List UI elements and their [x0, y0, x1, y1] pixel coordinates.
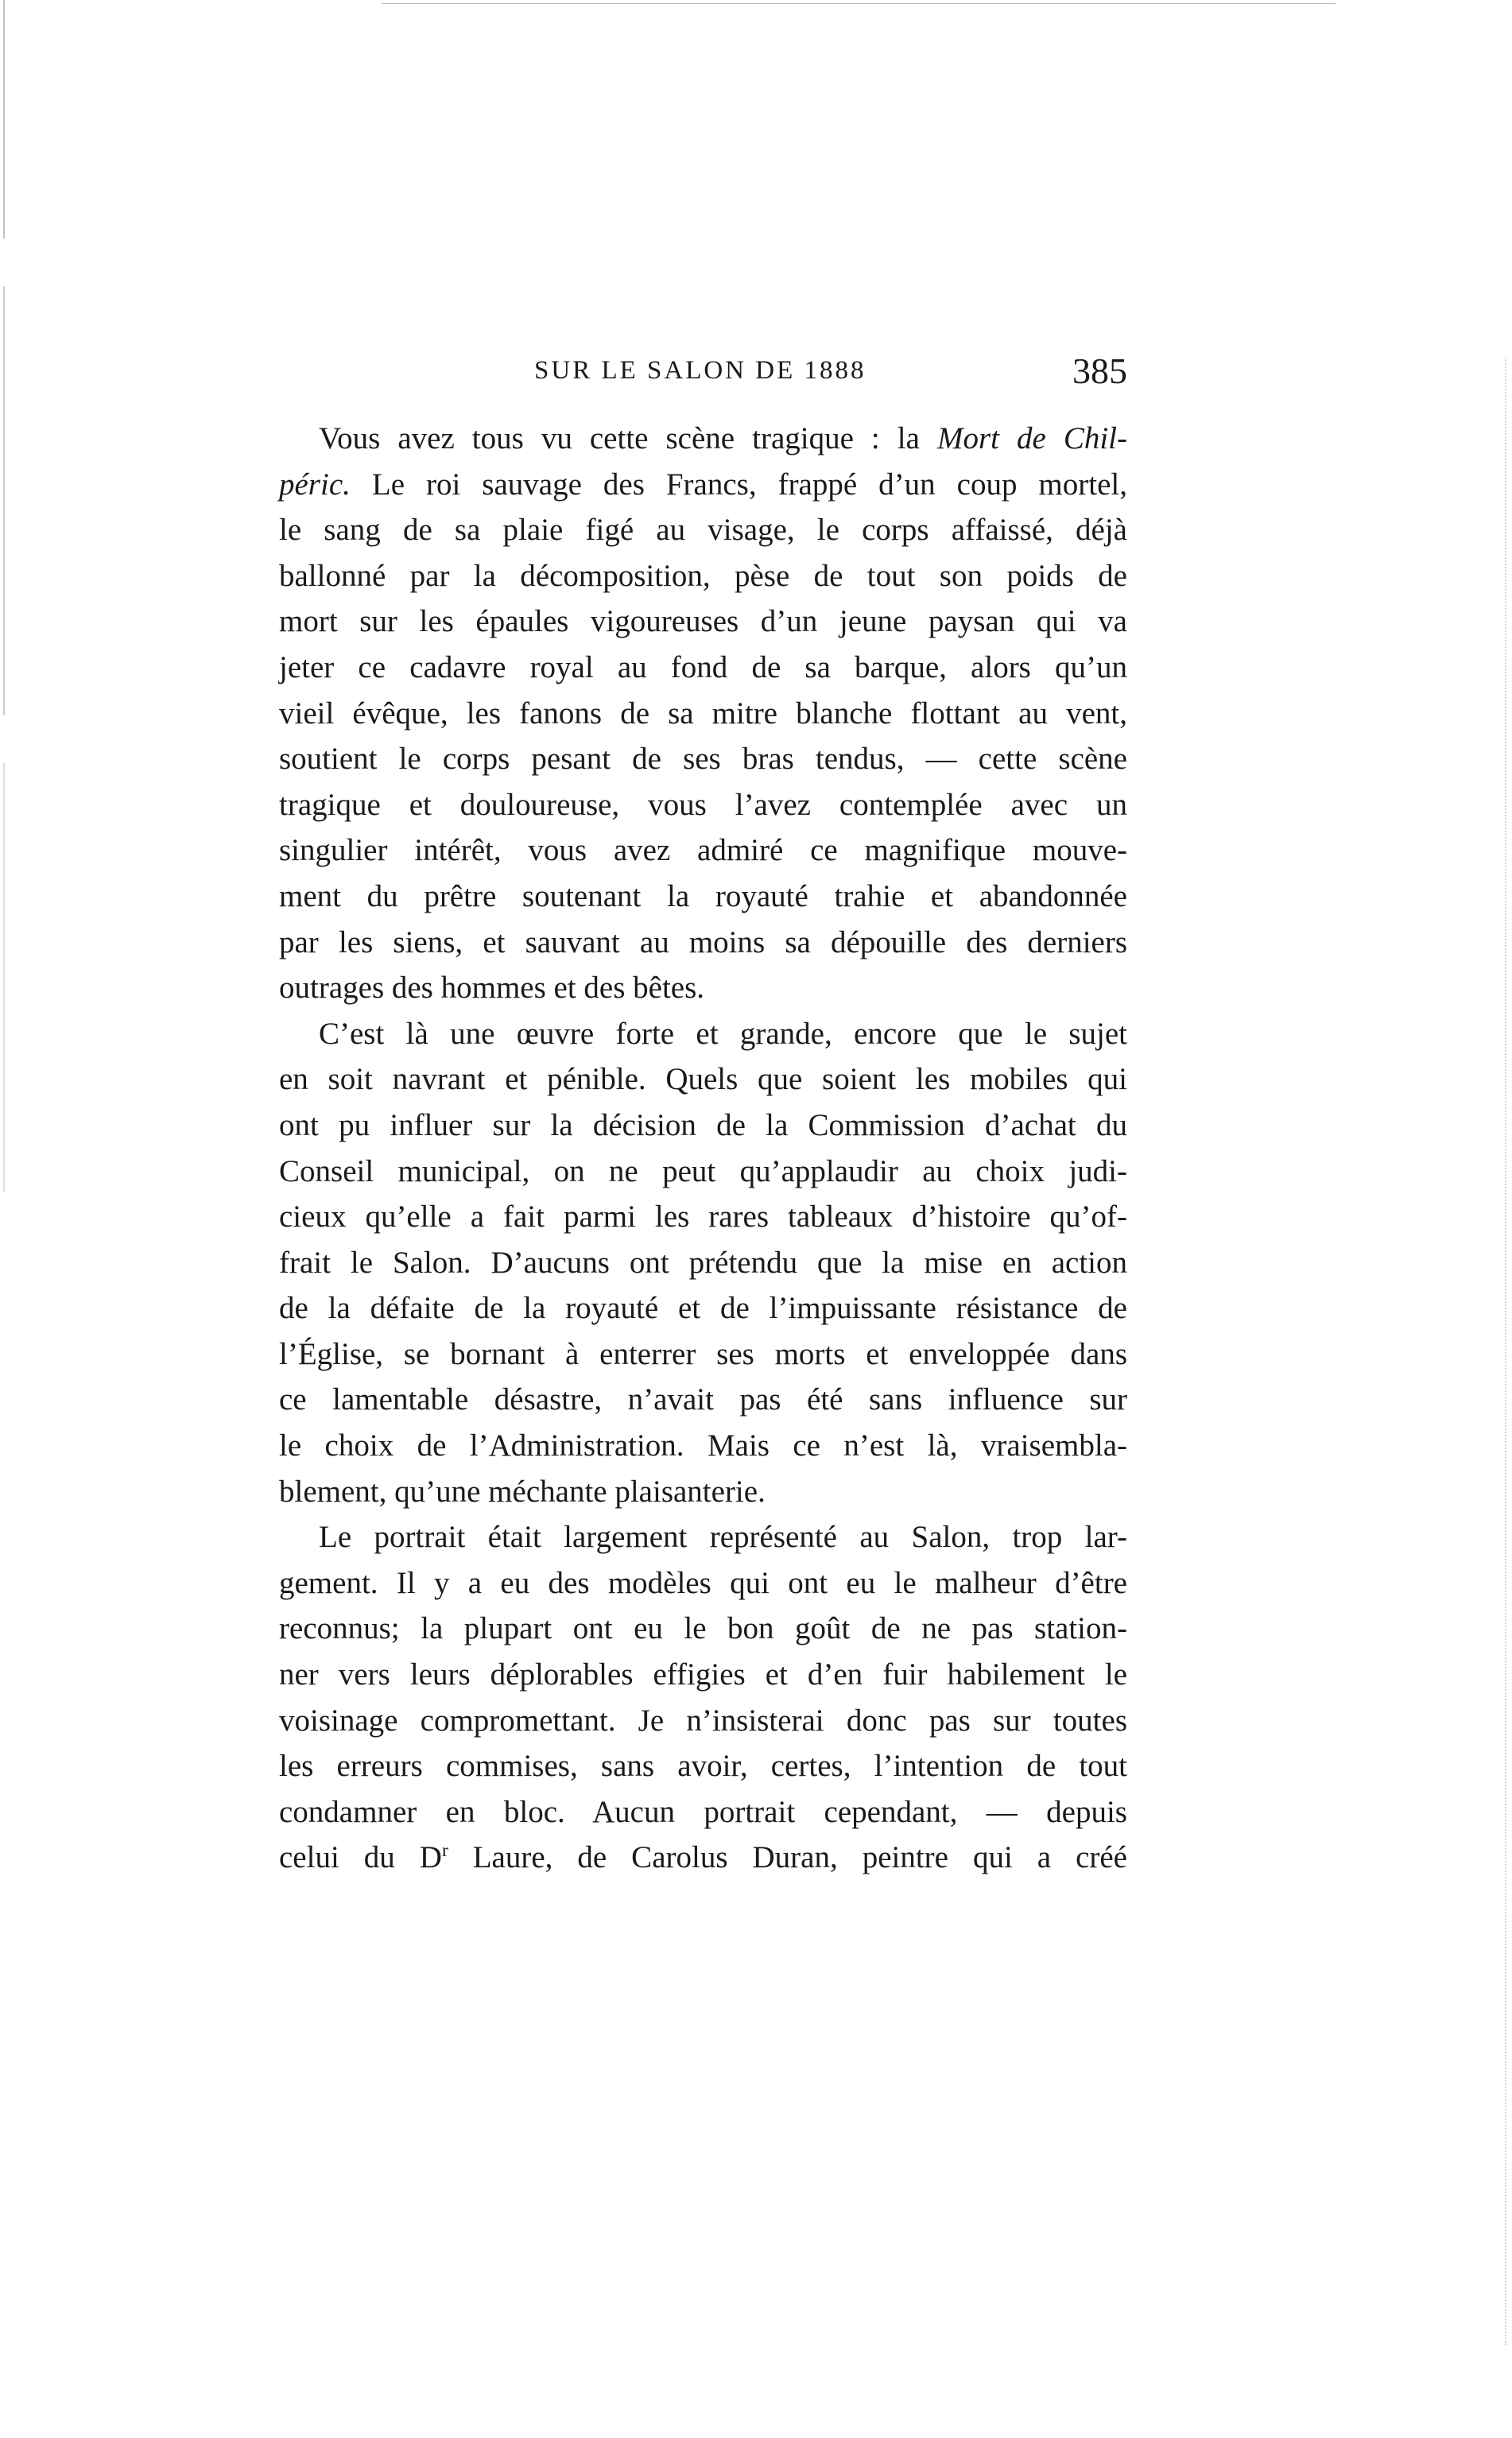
text-segment: reconnus; la plupart ont eu le bon goût de ne pas station-	[279, 1611, 1127, 1646]
page-number: 385	[1072, 351, 1127, 391]
text-segment: en soit navrant et pénible. Quels que soient les mobiles qui	[279, 1062, 1127, 1097]
text-segment: le choix de l’Administration. Mais ce n’est là, vraisembla-	[279, 1428, 1127, 1463]
scan-edge-top	[382, 3, 1336, 4]
text-segment: mort sur les épaules vigoureuses d’un jeune paysan qui va	[279, 604, 1127, 639]
text-line	[279, 1835, 1127, 1881]
text-segment: ballonné par la décomposition, pèse de tout son poids de	[279, 558, 1127, 593]
text-segment: de la défaite de la royauté et de l’impuissante résistance de	[279, 1291, 1127, 1326]
text-segment: ner vers leurs déplorables effigies et d’en fuir habilement le	[279, 1657, 1127, 1692]
text-segment: singulier intérêt, vous avez admiré ce magnifique mouve-	[279, 833, 1127, 868]
text-line	[279, 645, 1127, 691]
text-line	[279, 1240, 1127, 1286]
text-line	[279, 1789, 1127, 1835]
superscript: r	[441, 1840, 448, 1862]
italic-title: péric.	[279, 467, 351, 502]
text-segment: jeter ce cadavre royal au fond de sa barque, alors qu’un	[279, 649, 1127, 684]
text-line	[279, 1606, 1127, 1652]
text-segment: voisinage compromettant. Je n’insisterai donc pas sur toutes	[279, 1703, 1127, 1738]
text-line	[279, 1103, 1127, 1149]
text-segment: cieux qu’elle a fait parmi les rares tableaux d’histoire qu’of-	[279, 1200, 1127, 1235]
text-line	[279, 553, 1127, 599]
text-segment: les erreurs commises, sans avoir, certes, l’intention de tout	[279, 1749, 1127, 1784]
text-segment: C’est là une œuvre forte et grande, encore que le sujet	[319, 1016, 1127, 1051]
text-segment: Laure, de Carolus Duran, peintre qui a créé	[448, 1840, 1127, 1875]
text-line	[279, 1011, 1127, 1057]
running-head-title: SUR LE SALON DE 1888	[534, 356, 866, 385]
text-line	[279, 874, 1127, 920]
text-line	[279, 416, 1127, 462]
text-line	[279, 1469, 1127, 1515]
text-line	[279, 1285, 1127, 1331]
text-segment: condamner en bloc. Aucun portrait cependant, — depuis	[279, 1794, 1127, 1829]
text-segment: vieil évêque, les fanons de sa mitre blanche flottant au vent,	[279, 696, 1127, 731]
text-segment: blement, qu’une méchante plaisanterie.	[279, 1474, 766, 1509]
text-segment: outrages des hommes et des bêtes.	[279, 971, 705, 1006]
text-line	[279, 1698, 1127, 1744]
text-line	[279, 1743, 1127, 1789]
body-text	[279, 416, 1127, 1881]
text-segment: soutient le corps pesant de ses bras tendus, — cette scène	[279, 742, 1127, 777]
text-line	[279, 1423, 1127, 1469]
text-line	[279, 1331, 1127, 1378]
text-line	[279, 828, 1127, 874]
text-segment: le sang de sa plaie figé au visage, le corps affaissé, déjà	[279, 513, 1127, 548]
running-head	[278, 350, 1127, 394]
text-line	[279, 1652, 1127, 1698]
text-segment: Vous avez tous vu cette scène tragique : la	[319, 421, 937, 455]
paragraph	[279, 1011, 1127, 1515]
text-line	[279, 1560, 1127, 1607]
text-segment: Le portrait était largement représenté au Salon, trop lar-	[319, 1520, 1127, 1555]
text-segment: Le roi sauvage des Francs, frappé d’un coup mortel,	[350, 467, 1127, 502]
text-line	[279, 1056, 1127, 1103]
text-line	[279, 736, 1127, 782]
text-line	[279, 599, 1127, 645]
text-segment: par les siens, et sauvant au moins sa dépouille des derniers	[279, 924, 1127, 959]
italic-title: Mort de Chil-	[936, 421, 1128, 455]
scan-edge-left	[3, 0, 5, 1192]
text-segment: frait le Salon. D’aucuns ont prétendu que la mise en action	[279, 1245, 1127, 1280]
text-line	[279, 1377, 1127, 1423]
paragraph	[279, 1514, 1127, 1881]
scan-edge-right	[1505, 358, 1507, 2345]
text-segment: Conseil municipal, on ne peut qu’applaudir au choix judi-	[279, 1153, 1127, 1188]
text-line	[279, 1194, 1127, 1240]
text-segment: ont pu influer sur la décision de la Commission d’achat du	[279, 1107, 1127, 1142]
text-line	[279, 1149, 1127, 1195]
text-line	[279, 1514, 1127, 1560]
text-segment: celui du D	[279, 1840, 442, 1875]
text-segment: ment du prêtre soutenant la royauté trahie et abandonnée	[279, 878, 1127, 913]
text-line	[279, 462, 1127, 508]
paragraph	[279, 416, 1127, 1011]
text-segment: l’Église, se bornant à enterrer ses morts et enveloppée dans	[279, 1336, 1127, 1371]
text-segment: ce lamentable désastre, n’avait pas été sans influence sur	[279, 1382, 1127, 1417]
text-line	[279, 965, 1127, 1011]
text-line	[279, 691, 1127, 737]
text-line	[279, 507, 1127, 553]
text-line	[279, 920, 1127, 966]
text-segment: gement. Il y a eu des modèles qui ont eu le malheur d’être	[279, 1565, 1127, 1600]
text-line	[279, 782, 1127, 828]
text-segment: tragique et douloureuse, vous l’avez contemplée avec un	[279, 787, 1127, 822]
